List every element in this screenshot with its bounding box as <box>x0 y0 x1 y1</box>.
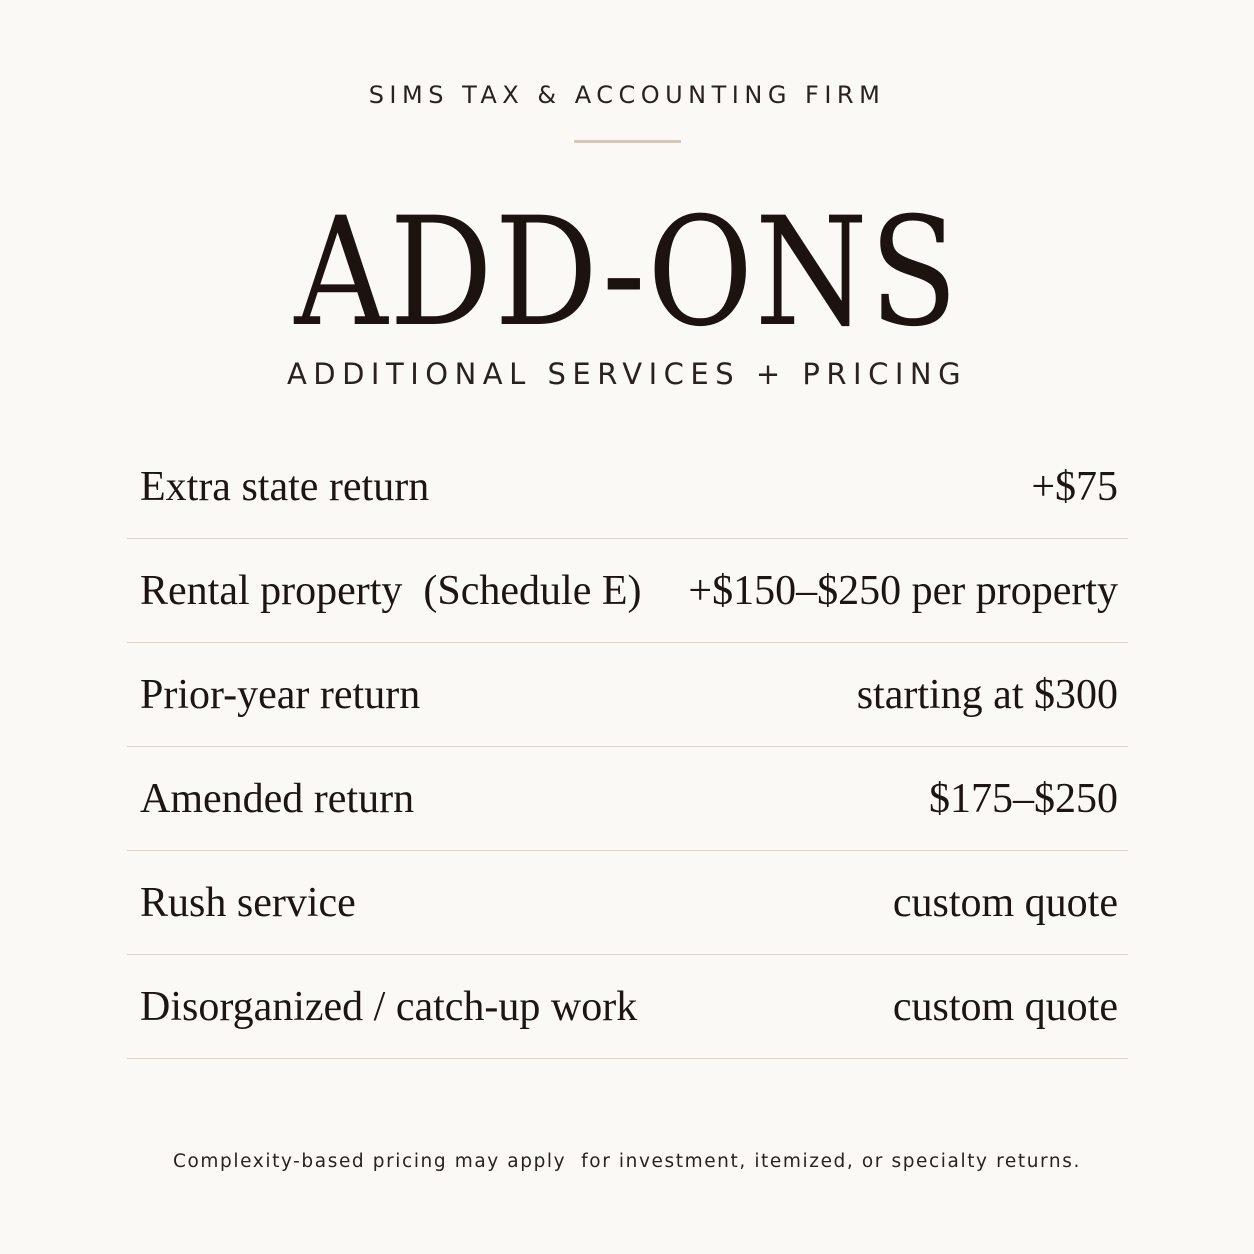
pricing-row-rental-property <box>127 539 1128 643</box>
service-price: custom quote <box>892 983 1118 1030</box>
service-price: +$75 <box>1031 463 1118 510</box>
page-title: ADD-ONS <box>294 186 960 360</box>
service-price: starting at $300 <box>856 671 1118 718</box>
pricing-row-amended-return <box>127 747 1128 851</box>
service-name: Extra state return <box>140 463 430 510</box>
service-price: $175–$250 <box>929 775 1118 822</box>
service-name: Prior-year return <box>140 671 421 718</box>
service-price: +$150–$250 per property <box>688 567 1118 614</box>
pricing-row-prior-year-return <box>127 643 1128 747</box>
service-name: Rental property (Schedule E) <box>140 567 642 614</box>
pricing-table <box>127 435 1128 1059</box>
pricing-footnote: Complexity-based pricing may apply for investment, itemized, or specialty returns. <box>173 1151 1081 1172</box>
service-name: Disorganized / catch-up work <box>140 983 638 1030</box>
firm-name: SIMS TAX & ACCOUNTING FIRM <box>368 81 886 109</box>
pricing-row-rush-service <box>127 851 1128 955</box>
accent-divider <box>574 140 681 143</box>
page-subtitle: ADDITIONAL SERVICES + PRICING <box>286 357 968 391</box>
service-name: Rush service <box>140 879 356 926</box>
pricing-row-catch-up-work <box>127 955 1128 1059</box>
pricing-row-extra-state-return <box>127 435 1128 539</box>
service-price: custom quote <box>892 879 1118 926</box>
service-name: Amended return <box>140 775 415 822</box>
